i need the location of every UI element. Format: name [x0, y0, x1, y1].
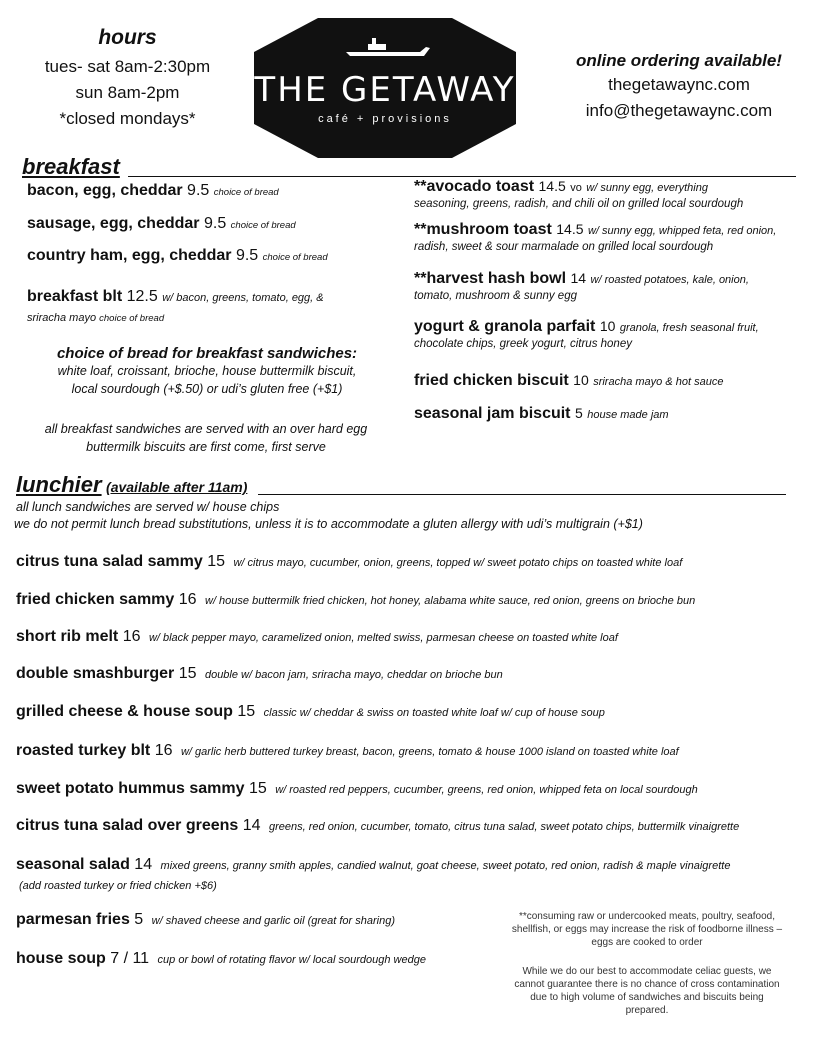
item-price: 14.5: [538, 178, 566, 194]
item-name: sweet potato hummus sammy: [16, 780, 245, 797]
item-desc: w/ sunny egg, everything: [586, 182, 708, 194]
item-price: 5: [134, 911, 144, 928]
item-name: fried chicken sammy: [16, 591, 175, 608]
item-desc: w/ roasted red peppers, cucumber, greens, red onion, whipped feta on local sourdough: [275, 784, 698, 796]
item-name: breakfast blt: [27, 288, 123, 305]
lunch-heading: lunchier: [16, 472, 102, 497]
item-desc: granola, fresh seasonal fruit,: [619, 322, 759, 334]
logo-name: THE GETAWAY: [254, 70, 516, 110]
menu-item: [16, 856, 730, 874]
item-name: seasonal salad: [16, 856, 130, 873]
item-name: harvest hash bowl: [426, 270, 567, 287]
item-name: avocado toast: [426, 178, 535, 195]
item-name: short rib melt: [16, 628, 119, 645]
lunch-heading-block: [16, 472, 247, 498]
item-price: 14: [570, 270, 587, 286]
item-price: 16: [122, 628, 141, 645]
menu-item: [16, 742, 679, 760]
item-name: parmesan fries: [16, 911, 130, 928]
online-title: online ordering available!: [576, 51, 782, 70]
disclaimer-line: cannot guarantee there is no chance of cross contamination: [514, 979, 780, 990]
breakfast-note: all breakfast sandwiches are served with an over hard egg: [44, 422, 368, 436]
item-price: 10: [599, 318, 616, 334]
item-desc: w/ citrus mayo, cucumber, onion, greens, topped w/ sweet potato chips on toasted white loaf: [233, 557, 683, 569]
item-prefix: **: [414, 270, 427, 287]
item-desc: choice of bread: [230, 220, 296, 231]
item-desc: sriracha mayo & hot sauce: [593, 376, 724, 388]
item-desc: w/ shaved cheese and garlic oil (great for sharing): [151, 915, 396, 927]
item-desc: seasoning, greens, radish, and chili oil on grilled local sourdough: [414, 198, 744, 210]
menu-item: [16, 817, 739, 835]
item-desc: radish, sweet & sour marmalade on grilled local sourdough: [414, 241, 714, 253]
menu-item: [16, 591, 695, 609]
item-desc: choice of bread: [213, 187, 279, 198]
hours-line: sun 8am-2pm: [75, 83, 180, 102]
item-desc: w/ roasted potatoes, kale, onion,: [590, 274, 749, 286]
menu-item: [27, 182, 279, 200]
logo-subtitle: café + provisions: [318, 113, 452, 125]
breakfast-notes: [20, 420, 392, 456]
item-desc: classic w/ cheddar & swiss on toasted white loaf w/ cup of house soup: [263, 707, 605, 719]
menu-item: [16, 665, 503, 683]
item-price: 14.5: [556, 221, 584, 237]
celiac-disclaimer: [488, 965, 806, 1017]
item-price: 16: [154, 742, 173, 759]
menu-item: [27, 288, 324, 306]
item-name: citrus tuna salad over greens: [16, 817, 239, 834]
item-desc: greens, red onion, cucumber, tomato, citrus tuna salad, sweet potato chips, buttermilk vinaigrette: [269, 821, 740, 833]
item-desc: choice of bread: [262, 252, 328, 263]
menu-item: [16, 628, 618, 646]
disclaimer-line: While we do our best to accommodate celiac guests, we: [522, 966, 772, 977]
item-name: grilled cheese & house soup: [16, 703, 233, 720]
breakfast-heading: breakfast: [22, 154, 120, 179]
item-price: 9.5: [187, 182, 210, 199]
website-link[interactable]: thegetawaync.com: [608, 75, 750, 94]
item-name: yogurt & granola parfait: [414, 318, 596, 335]
bread-choice-line: local sourdough (+$.50) or udi’s gluten free (+$1): [71, 382, 343, 396]
lunch-note: we do not permit lunch bread substitutions, unless it is to accommodate a gluten allergy with udi’s multigrain (+$1): [14, 517, 643, 531]
item-tag: vo: [570, 182, 582, 194]
item-price: 9.5: [235, 247, 259, 264]
hours-block: [20, 26, 235, 132]
menu-item: [16, 703, 605, 721]
item-desc: w/ house buttermilk fried chicken, hot honey, alabama white sauce, red onion, greens on brioche bun: [205, 595, 696, 607]
disclaimer-line: **consuming raw or undercooked meats, poultry, seafood,: [518, 911, 776, 922]
bread-choice-block: [27, 345, 387, 398]
hours-title: hours: [98, 26, 157, 49]
online-block: [556, 50, 802, 124]
item-price: 10: [573, 372, 589, 388]
item-price: 15: [248, 780, 267, 797]
item-price: 16: [178, 591, 197, 608]
email-link[interactable]: info@thegetawaync.com: [585, 101, 773, 120]
menu-item: [414, 178, 806, 213]
menu-item: [16, 911, 395, 929]
item-name: roasted turkey blt: [16, 742, 151, 759]
lunch-heading-note: (available after 11am): [106, 479, 248, 495]
item-price: 5: [574, 405, 583, 421]
menu-item: [414, 318, 806, 353]
disclaimer-line: shellfish, or eggs may increase the risk of foodborne illness –: [511, 924, 783, 935]
item-price: 15: [178, 665, 197, 682]
hours-line: tues- sat 8am-2:30pm: [44, 57, 211, 76]
item-desc: w/ sunny egg, whipped feta, red onion,: [587, 225, 777, 237]
menu-item: [414, 405, 806, 423]
item-name: citrus tuna salad sammy: [16, 553, 203, 570]
logo: [250, 14, 520, 162]
item-price: 14: [134, 856, 153, 873]
item-prefix: **: [414, 178, 427, 195]
item-desc: w/ black pepper mayo, caramelized onion, melted swiss, parmesan cheese on toasted white loaf: [148, 632, 618, 644]
item-prefix: **: [414, 221, 427, 238]
item-desc: cup or bowl of rotating flavor w/ local sourdough wedge: [157, 954, 426, 966]
bread-choice-line: white loaf, croissant, brioche, house buttermilk biscuit,: [57, 364, 357, 378]
item-price: 15: [207, 553, 225, 570]
menu-item: [16, 553, 682, 571]
menu-item: [27, 215, 296, 233]
item-desc: tomato, mushroom & sunny egg: [414, 290, 577, 302]
item-name: fried chicken biscuit: [414, 372, 569, 389]
item-desc: w/ garlic herb buttered turkey breast, bacon, greens, tomato & house 1000 island on toasted white loaf: [180, 746, 679, 758]
item-desc: w/ bacon, greens, tomato, egg, &: [162, 292, 324, 304]
item-desc: choice of bread: [99, 313, 165, 324]
item-name: mushroom toast: [426, 221, 552, 238]
item-name: seasonal jam biscuit: [414, 405, 571, 422]
disclaimer-line: due to high volume of sandwiches and biscuits being: [530, 992, 764, 1003]
bread-choice-title: choice of bread for breakfast sandwiches:: [56, 345, 358, 362]
item-desc: mixed greens, granny smith apples, candied walnut, goat cheese, sweet potato, red onion, radish & maple vinaigrette: [160, 860, 731, 872]
menu-item: [414, 270, 806, 305]
menu-item: [16, 950, 426, 968]
item-price: 7 / 11: [110, 950, 150, 967]
item-desc: house made jam: [587, 409, 669, 421]
menu-item: [414, 372, 806, 390]
breakfast-note: buttermilk biscuits are first come, first serve: [86, 440, 326, 454]
item-desc-line: [27, 312, 164, 324]
item-name: bacon, egg, cheddar: [27, 182, 183, 199]
item-desc: chocolate chips, greek yogurt, citrus honey: [414, 338, 632, 350]
disclaimer-line: eggs are cooked to order: [591, 937, 703, 948]
item-desc: (add roasted turkey or fried chicken +$6): [19, 880, 217, 892]
disclaimer-line: prepared.: [625, 1005, 669, 1016]
item-name: house soup: [16, 950, 106, 967]
item-desc: sriracha mayo: [27, 312, 97, 324]
menu-item: [27, 247, 328, 265]
item-price: 14: [242, 817, 261, 834]
menu-item: [414, 221, 814, 256]
item-desc: double w/ bacon jam, sriracha mayo, cheddar on brioche bun: [204, 669, 503, 681]
item-price: 15: [237, 703, 256, 720]
item-price: 9.5: [203, 215, 227, 232]
item-name: country ham, egg, cheddar: [27, 247, 232, 264]
lunch-divider: [258, 494, 786, 495]
menu-item: [16, 780, 698, 798]
breakfast-divider: [128, 176, 796, 177]
item-name: double smashburger: [16, 665, 175, 682]
item-price: 12.5: [126, 288, 158, 305]
hours-line: *closed mondays*: [59, 109, 196, 128]
item-name: sausage, egg, cheddar: [27, 215, 200, 232]
lunch-note: all lunch sandwiches are served w/ house chips: [16, 500, 280, 514]
allergy-disclaimer: [488, 910, 806, 949]
